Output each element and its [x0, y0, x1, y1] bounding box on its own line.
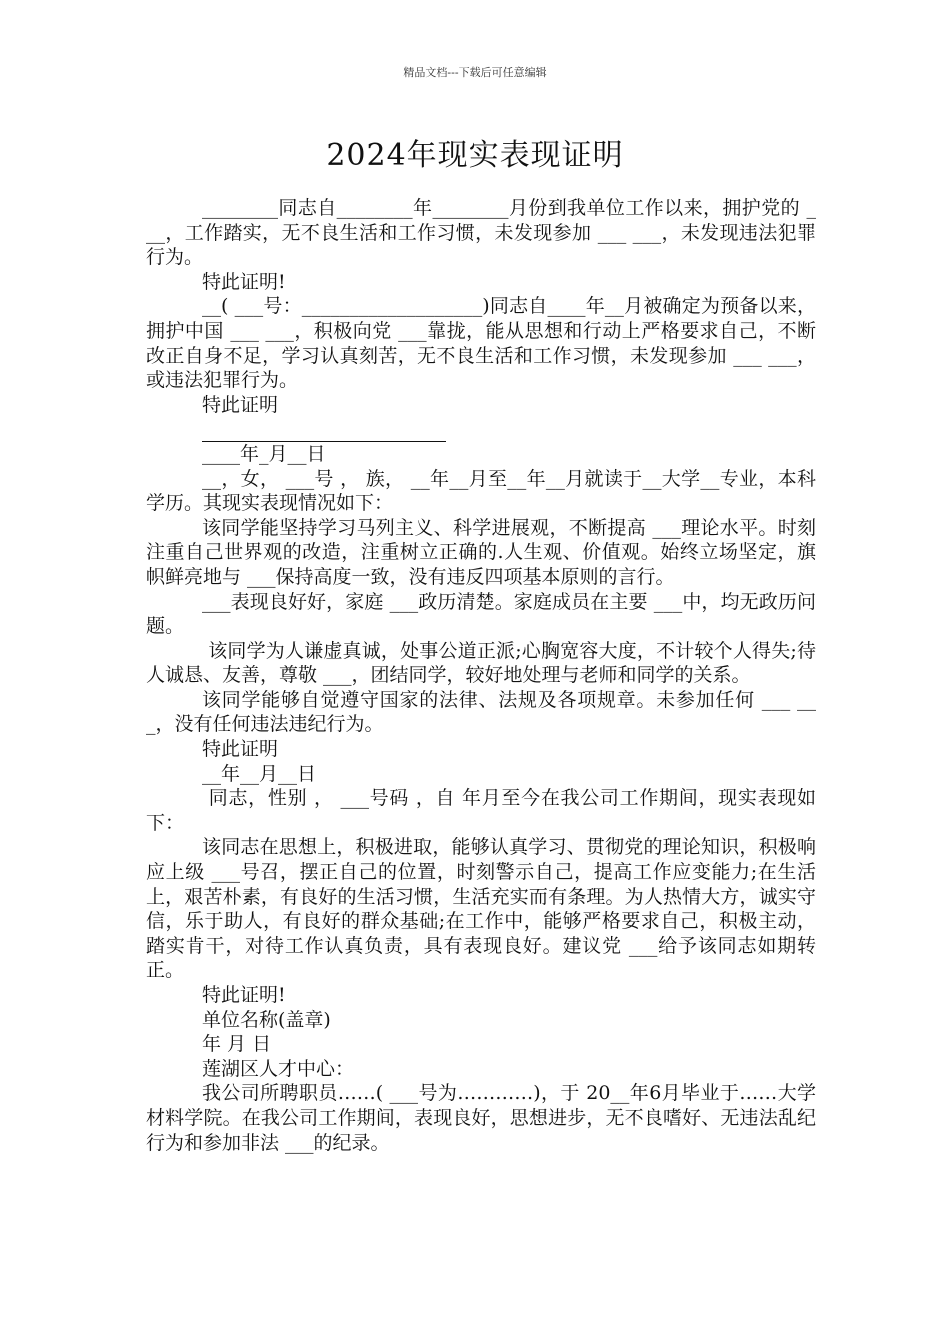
paragraph: 单位名称(盖章): [202, 1008, 331, 1031]
paragraph: 该同学能坚持学习马列主义、科学进展观，不断提高 ___理论水平。时刻注重自己世界观的改造，注重树立正确的.人生观、价值观。始终立场坚定，旗帜鲜亮地与 ___保持高度一致，没有违反四项基本原则的言行。: [146, 516, 816, 588]
paragraph: 同志，性别 ， ___号码 ，自 年月至今在我公司工作期间，现实表现如下：: [146, 787, 816, 834]
paragraph: 年 月 日: [202, 1033, 272, 1056]
paragraph: 我公司所聘职员……( ___号为…………)，于 20__年6月毕业于……大学材料学院。在我公司工作期间，表现良好，思想进步，无不良嗜好、无违法乱纪行为和参加非法 ___的纪录。: [146, 1082, 816, 1154]
signature-line: [202, 417, 446, 442]
document-body: [146, 196, 816, 1155]
paragraph: 该同学能够自觉遵守国家的法律、法规及各项规章。未参加任何 ___ ___，没有任何违法违纪行为。: [146, 688, 816, 736]
paragraph: 该同学为人谦虚真诚，处事公道正派;心胸宽容大度，不计较个人得失;待人诚恳、友善，尊敬 ___，团结同学，较好地处理与老师和同学的关系。: [146, 639, 816, 687]
paragraph: __，女， ___号 ， 族， __年__月至__年__月就读于__大学__专业，本科学历。其现实表现情况如下：: [146, 467, 816, 515]
paragraph: 特此证明: [202, 393, 279, 416]
paragraph: ___表现良好好，家庭 ___政历清楚。家庭成员在主要 ___中，均无政历问题。: [146, 590, 816, 638]
paragraph: 特此证明: [202, 738, 279, 761]
paragraph: __年__月__日: [202, 762, 317, 785]
paragraph: 莲湖区人才中心：: [202, 1057, 355, 1080]
header-note: 精品文档---下载后可任意编辑: [403, 66, 547, 79]
paragraph: __( ___号：___________________)同志自____年__月被确定为预备以来，拥护中国 ___ ___，积极向党 ___靠拢，能从思想和行动上严格要求自己，不断改正自身不足，学习认真刻苦，无不良生活和工作习惯，未发现参加 ___ ___，或违法犯罪行为。: [146, 295, 816, 392]
paragraph: 该同志在思想上，积极进取，能够认真学习、贯彻党的理论知识，积极响应上级 ___号召，摆正自己的位置，时刻警示自己，提高工作应变能力;在生活上，艰苦朴素，有良好的生活习惯，生活充实而有条理。为人热情大方，诚实守信，乐于助人，有良好的群众基础;在工作中，能够严格要求自己，积极主动，踏实肯干，对待工作认真负责，具有表现良好。建议党 ___给予该同志如期转正。: [146, 836, 816, 982]
paragraph: ____年_月__日: [202, 442, 326, 465]
paragraph: ________同志自________年________月份到我单位工作以来，拥护党的 ___，工作踏实，无不良生活和工作习惯，未发现参加 ___ ___，未发现违法犯罪行为。: [146, 197, 816, 269]
document-title: 2024年现实表现证明: [326, 138, 624, 173]
paragraph: 特此证明!: [202, 984, 286, 1006]
paragraph: 特此证明!: [202, 270, 286, 293]
